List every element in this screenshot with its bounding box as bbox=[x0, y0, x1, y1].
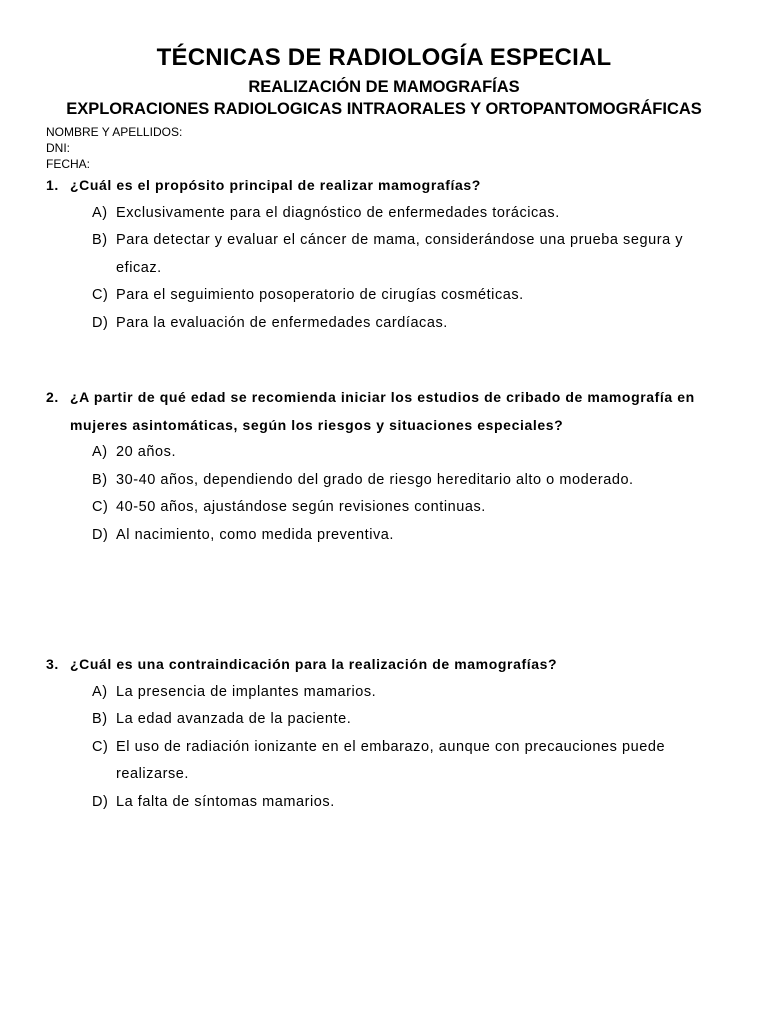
answer-option-c bbox=[46, 282, 726, 310]
answer-option-d bbox=[46, 522, 726, 550]
option-text: Exclusivamente para el diagnóstico de enfermedades torácicas. bbox=[116, 204, 560, 221]
question-number: 3. bbox=[46, 656, 59, 672]
answer-option-b bbox=[46, 467, 726, 495]
question-2 bbox=[46, 384, 726, 549]
question-number: 1. bbox=[46, 177, 59, 193]
answer-option-c bbox=[46, 734, 726, 789]
option-text: 40-50 años, ajustándose según revisiones continuas. bbox=[116, 499, 486, 515]
answer-option-c bbox=[46, 494, 726, 522]
option-letter: C) bbox=[92, 738, 109, 755]
option-letter: C) bbox=[92, 499, 109, 515]
question-3 bbox=[46, 651, 726, 816]
option-letter: C) bbox=[92, 287, 109, 303]
answer-option-a bbox=[46, 679, 726, 707]
answer-option-b bbox=[46, 706, 726, 734]
question-prompt: ¿A partir de qué edad se recomienda iniciar los estudios de cribado de mamografía en mujeres asintomáticas, según los riesgos y situaciones especiales? bbox=[70, 389, 695, 433]
answer-option-a bbox=[46, 439, 726, 467]
option-letter: D) bbox=[92, 793, 109, 810]
answer-options bbox=[46, 439, 726, 549]
name-field-label: NOMBRE Y APELLIDOS: bbox=[46, 125, 183, 139]
option-letter: B) bbox=[92, 471, 108, 488]
question-text bbox=[46, 172, 726, 200]
option-text: Al nacimiento, como medida preventiva. bbox=[116, 526, 394, 543]
question-1 bbox=[46, 172, 726, 337]
answer-options bbox=[46, 200, 726, 338]
option-text: La falta de síntomas mamarios. bbox=[116, 793, 335, 810]
option-letter: A) bbox=[92, 204, 108, 221]
question-text bbox=[46, 384, 726, 439]
answer-options bbox=[46, 679, 726, 817]
option-text: 20 años. bbox=[116, 444, 177, 460]
question-prompt: ¿Cuál es una contraindicación para la realización de mamografías? bbox=[70, 656, 558, 672]
answer-option-d bbox=[46, 789, 726, 817]
question-prompt: ¿Cuál es el propósito principal de realizar mamografías? bbox=[70, 177, 481, 193]
option-text: Para el seguimiento posoperatorio de cirugías cosméticas. bbox=[116, 287, 524, 303]
date-field-label: FECHA: bbox=[46, 157, 91, 171]
option-letter: D) bbox=[92, 314, 109, 331]
option-letter: A) bbox=[92, 683, 108, 700]
option-letter: B) bbox=[92, 232, 108, 248]
student-fields bbox=[46, 124, 182, 172]
option-letter: D) bbox=[92, 526, 109, 543]
page-subtitle-mammography: REALIZACIÓN DE MAMOGRAFÍAS bbox=[248, 78, 520, 96]
question-text bbox=[46, 651, 726, 679]
option-text: La presencia de implantes mamarios. bbox=[116, 683, 377, 700]
answer-option-d bbox=[46, 310, 726, 338]
option-text: El uso de radiación ionizante en el embarazo, aunque con precauciones puede realizarse. bbox=[116, 738, 666, 782]
answer-option-b bbox=[46, 227, 726, 282]
option-text: Para la evaluación de enfermedades cardíacas. bbox=[116, 314, 448, 331]
dni-field-label: DNI: bbox=[46, 141, 70, 155]
answer-option-a bbox=[46, 200, 726, 228]
option-text: Para detectar y evaluar el cáncer de mama, considerándose una prueba segura y eficaz. bbox=[116, 232, 684, 276]
question-number: 2. bbox=[46, 389, 59, 405]
option-text: 30-40 años, dependiendo del grado de riesgo hereditario alto o moderado. bbox=[116, 471, 634, 488]
option-text: La edad avanzada de la paciente. bbox=[116, 711, 352, 727]
option-letter: B) bbox=[92, 711, 108, 727]
page-subtitle-intraoral: EXPLORACIONES RADIOLOGICAS INTRAORALES Y ORTOPANTOMOGRÁFICAS bbox=[66, 100, 702, 118]
option-letter: A) bbox=[92, 444, 108, 460]
page-title: TÉCNICAS DE RADIOLOGÍA ESPECIAL bbox=[156, 44, 612, 71]
